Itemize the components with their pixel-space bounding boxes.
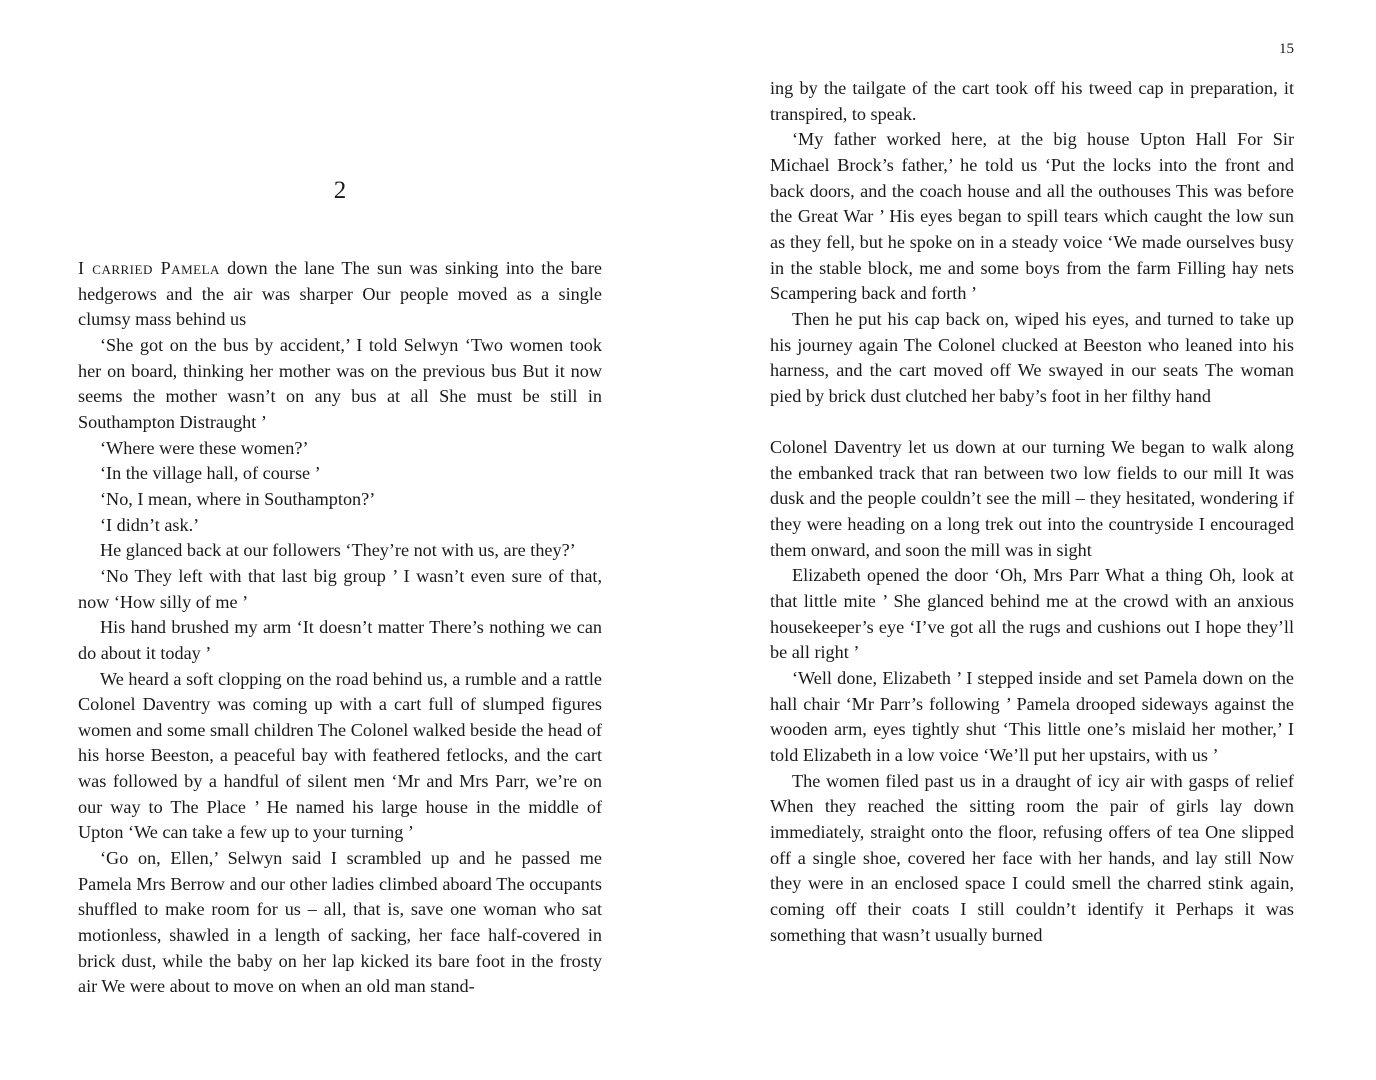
right-page <box>770 0 1294 1080</box>
paragraph: He glanced back at our followers ‘They’re not with us, are they?’ <box>100 540 576 561</box>
left-page <box>78 0 602 1080</box>
paragraph: ‘My father worked here, at the big house Upton Hall For Sir Michael Brock’s father,’ he told us ‘Put the locks into the front and back doors, and the coach house and all the outhouses This was before the Great War ’ His eyes began to spill tears which caught the low sun as they fell, but he spoke on in a steady voice ‘We made ourselves busy in the stable block, me and some boys from the farm Filling hay nets Scampering back and forth ’ <box>770 129 1294 304</box>
paragraph: ‘She got on the bus by accident,’ I told Selwyn ‘Two women took her on board, thinking her mother was on the previous bus But it now seems the mother wasn’t on any bus at all She must be still in Southampton Distraught ’ <box>78 334 602 432</box>
chapter-number: 2 <box>333 177 347 204</box>
page-number: 15 <box>1279 41 1294 57</box>
paragraph: Then he put his cap back on, wiped his eyes, and turned to take up his journey again The Colonel clucked at Beeston who leaned into his harness, and the cart moved off We swayed in our seats The woman pied by brick dust clutched her baby’s foot in her filthy hand <box>770 308 1294 406</box>
right-page-body <box>770 76 1294 948</box>
paragraph: We heard a soft clopping on the road behind us, a rumble and a rattle Colonel Daventry was coming up with a cart full of slumped figures women and some small children The Colonel walked beside the head of his horse Beeston, a peaceful bay with feathered fetlocks, and the cart was followed by a handful of silent men ‘Mr and Mrs Parr, we’re on our way to The Place ’ He named his large house in the middle of Upton ‘We can take a few up to your turning ’ <box>78 668 602 843</box>
paragraph: ‘I didn’t ask.’ <box>100 514 200 535</box>
paragraph: The women filed past us in a draught of icy air with gasps of relief When they reached the sitting room the pair of girls lay down immediately, straight onto the floor, refusing offers of tea One slipped off a single shoe, covered her face with her hands, and lay still Now they were in an enclosed space I could smell the charred stink again, coming off their coats I still couldn’t identify it Perhaps it was something that wasn’t usually burned <box>770 770 1294 945</box>
opening-smallcaps: I carried Pamela <box>78 258 220 278</box>
paragraph: ing by the tailgate of the cart took off his tweed cap in preparation, it transpired, to speak. <box>770 78 1294 124</box>
paragraph: Colonel Daventry let us down at our turning We began to walk along the embanked track that ran between two low fields to our mill It was dusk and the people couldn’t see the mill – they hesitated, wondering if they were heading on a long trek out into the countryside I encouraged them onward, and soon the mill was in sight <box>770 437 1294 560</box>
paragraph: His hand brushed my arm ‘It doesn’t matter There’s nothing we can do about it today ’ <box>78 617 602 663</box>
paragraph <box>78 256 602 333</box>
left-page-body <box>78 256 602 1000</box>
paragraph: ‘No, I mean, where in Southampton?’ <box>100 488 376 509</box>
paragraph: ‘Go on, Ellen,’ Selwyn said I scrambled up and he passed me Pamela Mrs Berrow and our other ladies climbed aboard The occupants shuffled to make room for us – all, that is, save one woman who sat motionless, shawled in a length of sacking, her face half-covered in brick dust, while the baby on her lap kicked its bare foot in the frosty air We were about to move on when an old man stand- <box>78 848 602 997</box>
paragraph: ‘In the village hall, of course ’ <box>100 463 321 484</box>
paragraph: ‘Where were these women?’ <box>100 437 309 458</box>
paragraph-text: down the lane The sun was sinking into the bare hedgerows and the air was sharper Our people moved as a single clumsy mass behind us <box>78 258 603 330</box>
paragraph: Elizabeth opened the door ‘Oh, Mrs Parr What a thing Oh, look at that little mite ’ She glanced behind me at the crowd with an anxious housekeeper’s eye ‘I’ve got all the rugs and cushions out I hope they’ll be all right ’ <box>770 565 1294 663</box>
paragraph: ‘No They left with that last big group ’ I wasn’t even sure of that, now ‘How silly of me ’ <box>78 565 602 612</box>
paragraph: ‘Well done, Elizabeth ’ I stepped inside and set Pamela down on the hall chair ‘Mr Parr’s following ’ Pamela drooped sideways against the wooden arm, eyes tightly shut ‘This little one’s mislaid her mother,’ I told Elizabeth in a low voice ‘We’ll put her upstairs, with us ’ <box>770 668 1294 766</box>
